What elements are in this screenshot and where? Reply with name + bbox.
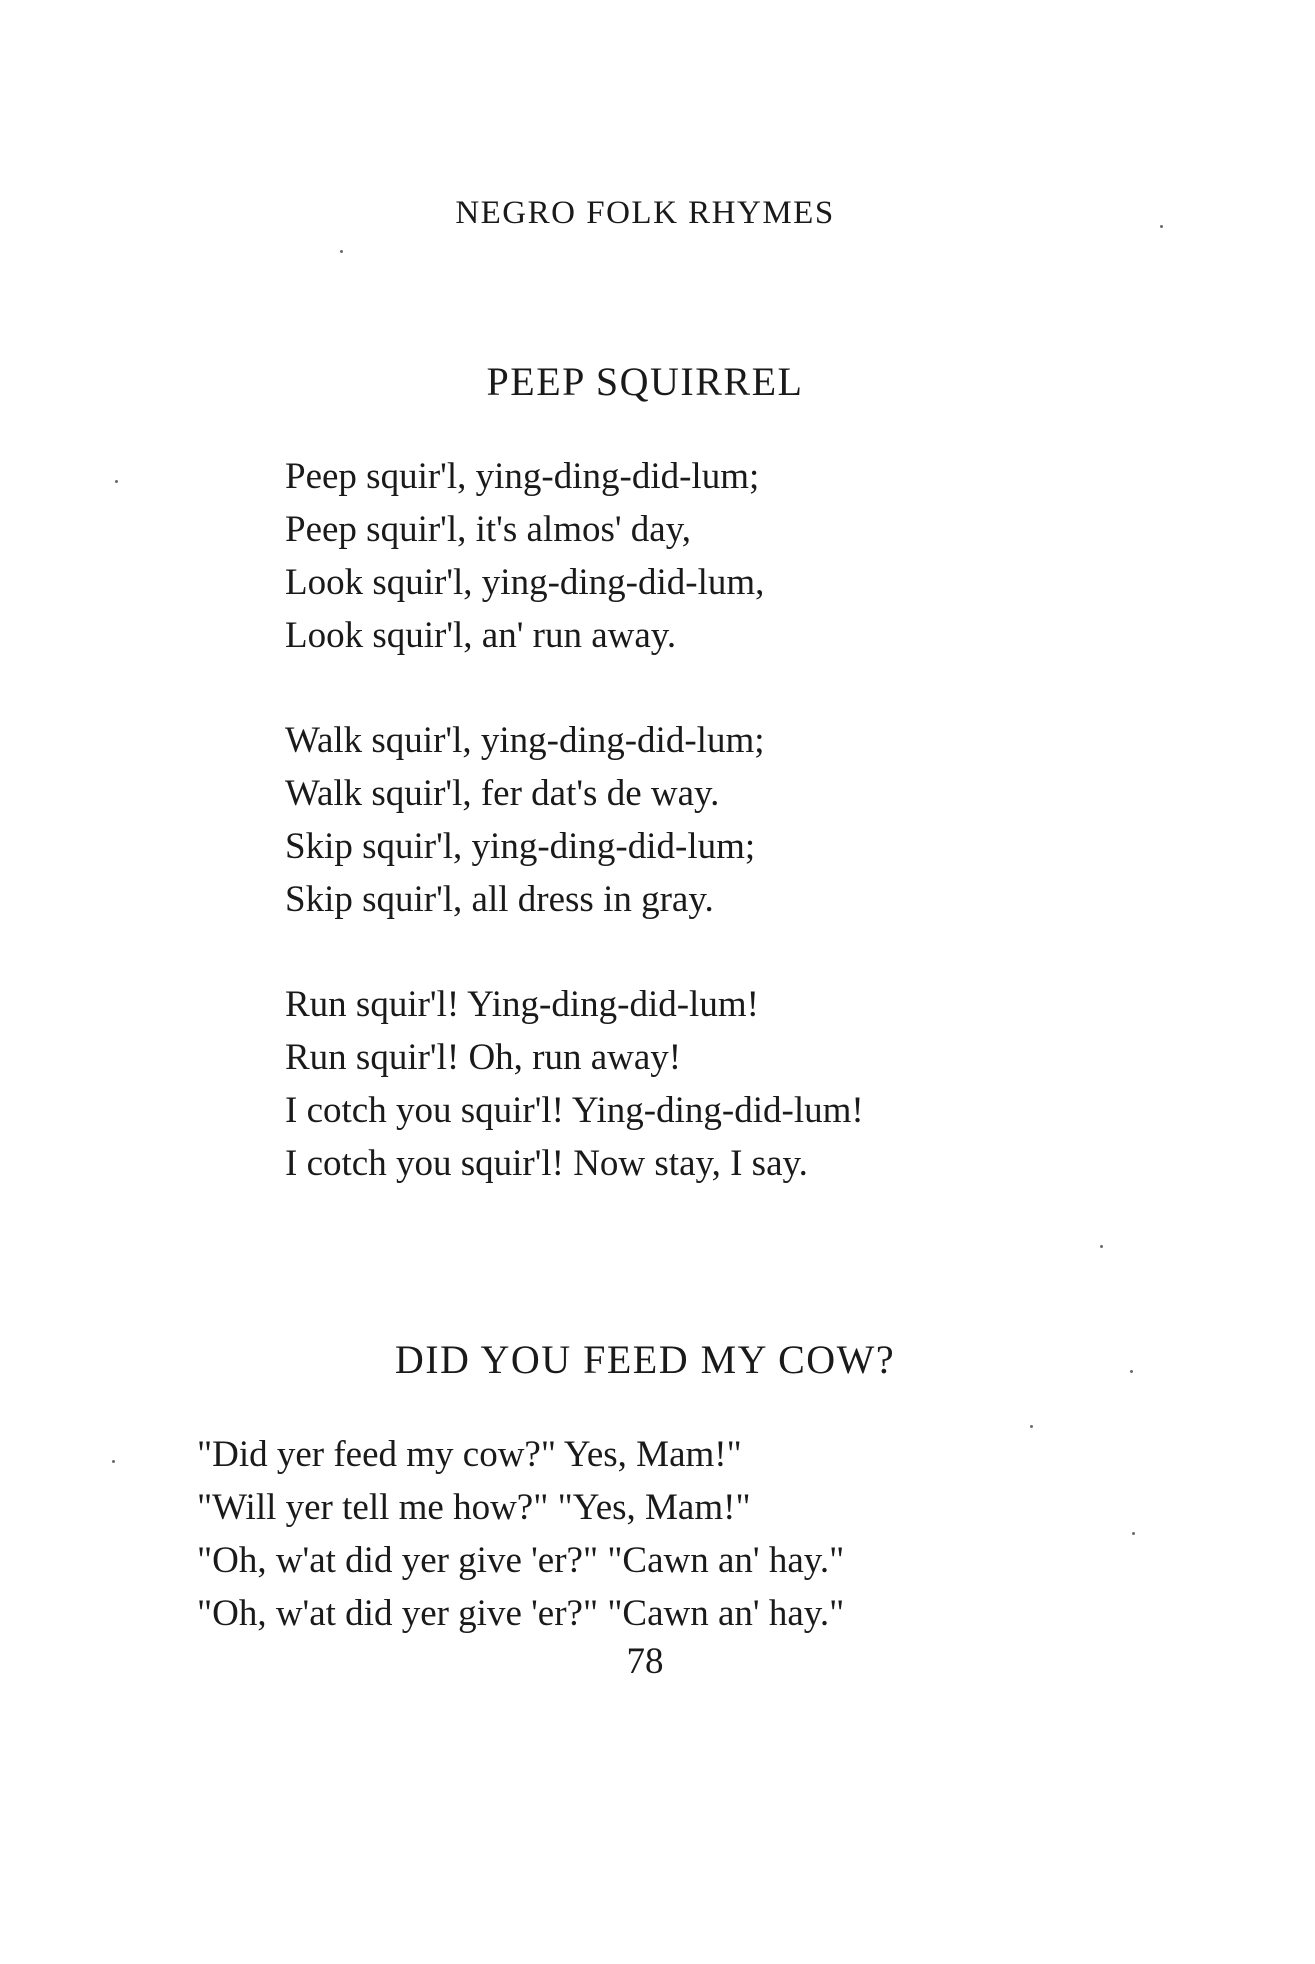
poem-line: Walk squir'l, ying-ding-did-lum; <box>285 720 765 761</box>
scan-speck <box>115 480 118 483</box>
stanza <box>285 450 764 662</box>
poem-title-peep-squirrel: PEEP SQUIRREL <box>486 359 804 404</box>
poem-line: Skip squir'l, ying-ding-did-lum; <box>285 826 756 867</box>
running-head: NEGRO FOLK RHYMES <box>455 195 835 231</box>
poem-line: I cotch you squir'l! Ying-ding-did-lum! <box>285 1090 864 1131</box>
poem-line: Look squir'l, ying-ding-did-lum, <box>285 562 765 603</box>
poem-line: Walk squir'l, fer dat's de way. <box>285 773 720 814</box>
poem-line: Peep squir'l, ying-ding-did-lum; <box>285 456 760 497</box>
scan-speck <box>112 1460 115 1463</box>
poem-line: Look squir'l, an' run away. <box>285 615 677 656</box>
poem-line: Run squir'l! Ying-ding-did-lum! <box>285 984 759 1025</box>
poem-line: "Will yer tell me how?" "Yes, Mam!" <box>197 1487 751 1528</box>
poem-line: Skip squir'l, all dress in gray. <box>285 879 714 920</box>
scan-speck <box>1160 225 1163 228</box>
scan-speck <box>1100 1245 1103 1248</box>
page-number: 78 <box>626 1641 664 1682</box>
poem-line: Peep squir'l, it's almos' day, <box>285 509 692 550</box>
stanza <box>197 1428 844 1640</box>
poem-line: "Oh, w'at did yer give 'er?" "Cawn an' hay." <box>197 1540 845 1581</box>
poem-line: "Did yer feed my cow?" Yes, Mam!" <box>197 1434 742 1475</box>
poem-line: Run squir'l! Oh, run away! <box>285 1037 682 1078</box>
poem-line: "Oh, w'at did yer give 'er?" "Cawn an' hay." <box>197 1593 845 1634</box>
scan-speck <box>1030 1425 1033 1428</box>
scan-speck <box>1130 1370 1133 1373</box>
stanza <box>285 714 765 926</box>
scan-speck <box>1132 1532 1135 1535</box>
poem-line: I cotch you squir'l! Now stay, I say. <box>285 1143 808 1184</box>
poem-title-did-you-feed-my-cow: DID YOU FEED MY COW? <box>394 1337 896 1382</box>
stanza <box>285 978 864 1190</box>
scan-speck <box>340 250 343 253</box>
